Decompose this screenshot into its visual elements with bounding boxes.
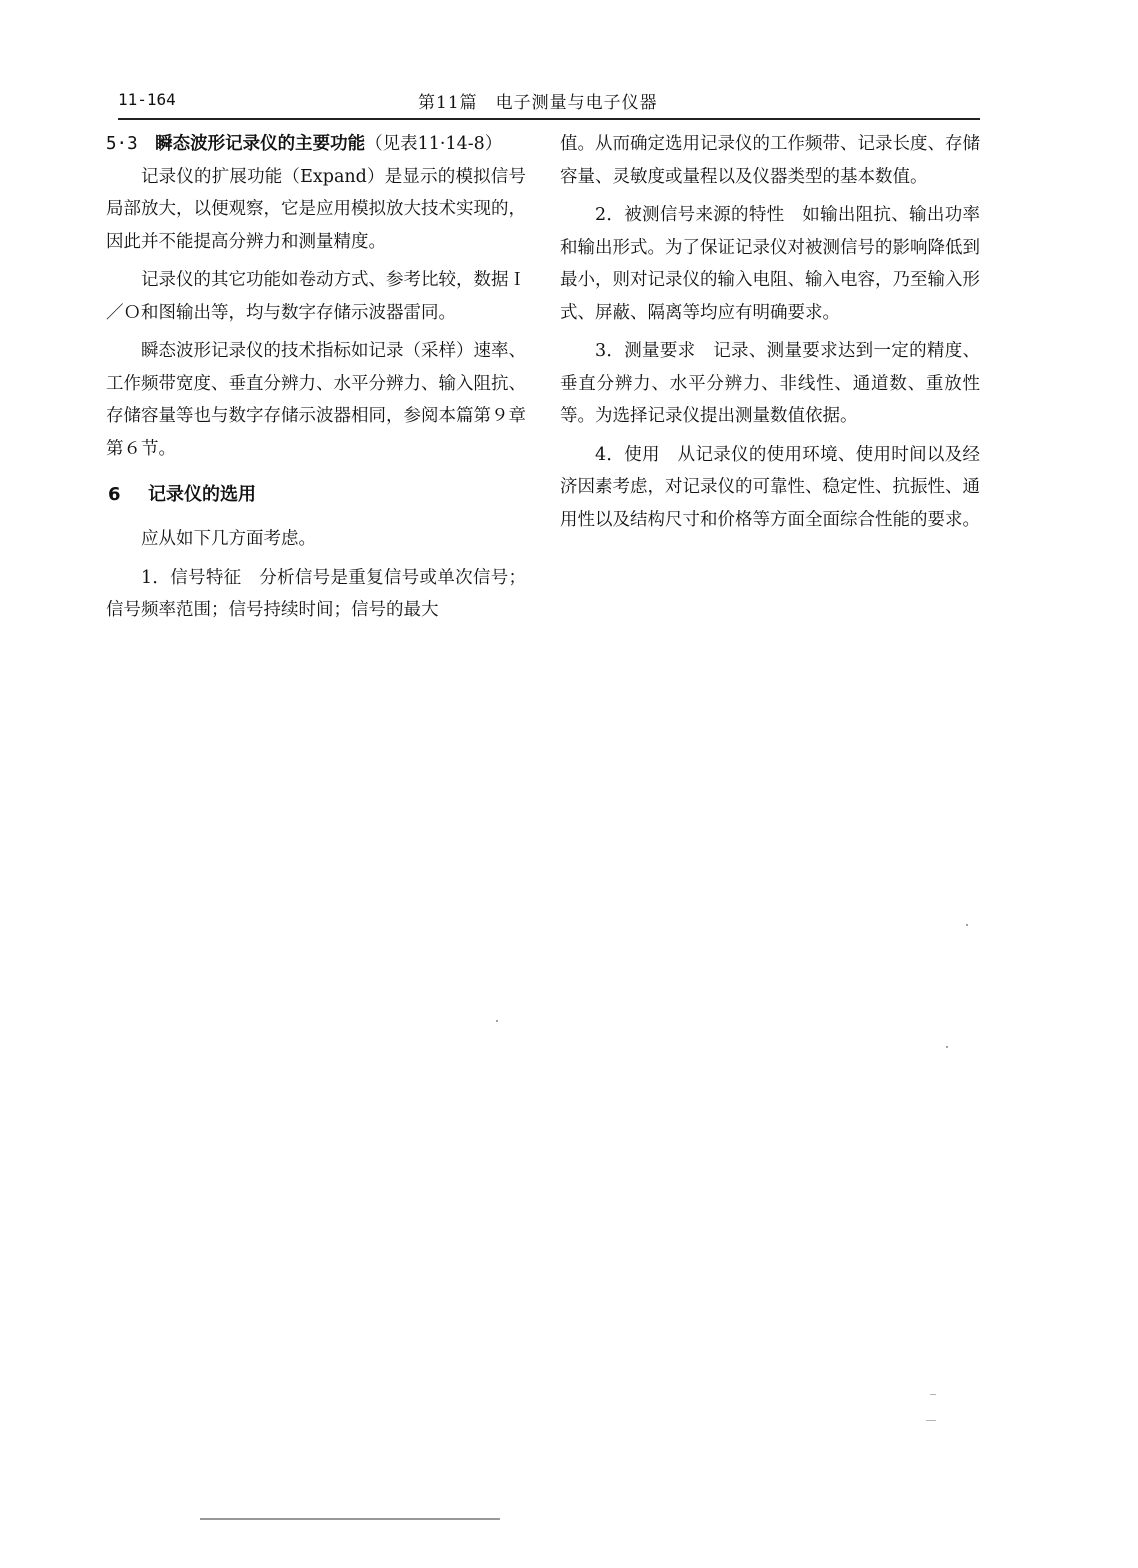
scan-artifact-line	[200, 1518, 500, 1520]
scan-artifact-dot	[946, 1046, 948, 1048]
section-number: 6	[108, 484, 121, 505]
paragraph: 4．使用 从记录仪的使用环境、使用时间以及经济因素考虑，对记录仪的可靠性、稳定性、抗振性、通用性以及结构尺寸和价格等方面全面综合性能的要求。	[560, 444, 980, 530]
scan-artifact-dot	[926, 1420, 936, 1421]
right-column	[560, 128, 980, 536]
paragraph: 应从如下几方面考虑。	[141, 529, 316, 549]
subsection-heading	[106, 128, 526, 161]
paragraph: 瞬态波形记录仪的技术指标如记录（采样）速率、工作频带宽度、垂直分辨力、水平分辨力、输入阻抗、存储容量等也与数字存储示波器相同，参阅本篇第９章第６节。	[106, 341, 526, 459]
page-number: 11-164	[118, 90, 176, 109]
page-header	[118, 88, 980, 120]
paragraph: 2．被测信号来源的特性 如输出阻抗、输出功率和输出形式。为了保证记录仪对被测信号的影响降低到最小，则对记录仪的输入电阻、输入电容，乃至输入形式、屏蔽、隔离等均应有明确要求。	[560, 205, 980, 323]
subsection-note: （见表11·14-8）	[365, 134, 503, 154]
scan-artifact-dot	[966, 924, 968, 926]
subsection-title: 瞬态波形记录仪的主要功能	[155, 134, 366, 154]
paragraph: 1．信号特征 分析信号是重复信号或单次信号；信号频率范围；信号持续时间；信号的最大	[106, 567, 526, 620]
paragraph: 3．测量要求 记录、测量要求达到一定的精度、垂直分辨力、水平分辨力、非线性、通道数、重放性等。为选择记录仪提出测量数值依据。	[560, 341, 980, 426]
subsection-number: 5·3	[106, 134, 138, 154]
paragraph-continuation: 值。从而确定选用记录仪的工作频带、记录长度、存储容量、灵敏度或量程以及仪器类型的基本数值。	[560, 134, 980, 187]
scan-artifact-dot	[930, 1394, 936, 1395]
section-title: 记录仪的选用	[148, 484, 256, 505]
running-title: 第11篇 电子测量与电子仪器	[418, 93, 658, 113]
left-column	[106, 128, 526, 627]
paragraph: 记录仪的扩展功能（Expand）是显示的模拟信号局部放大，以便观察，它是应用模拟放大技术实现的，因此并不能提高分辨力和测量精度。	[106, 166, 526, 252]
section-heading	[106, 479, 526, 511]
paragraph: 记录仪的其它功能如卷动方式、参考比较，数据Ｉ／Ｏ和图输出等，均与数字存储示波器雷同。	[106, 270, 526, 323]
scan-artifact-dot	[496, 1020, 498, 1022]
